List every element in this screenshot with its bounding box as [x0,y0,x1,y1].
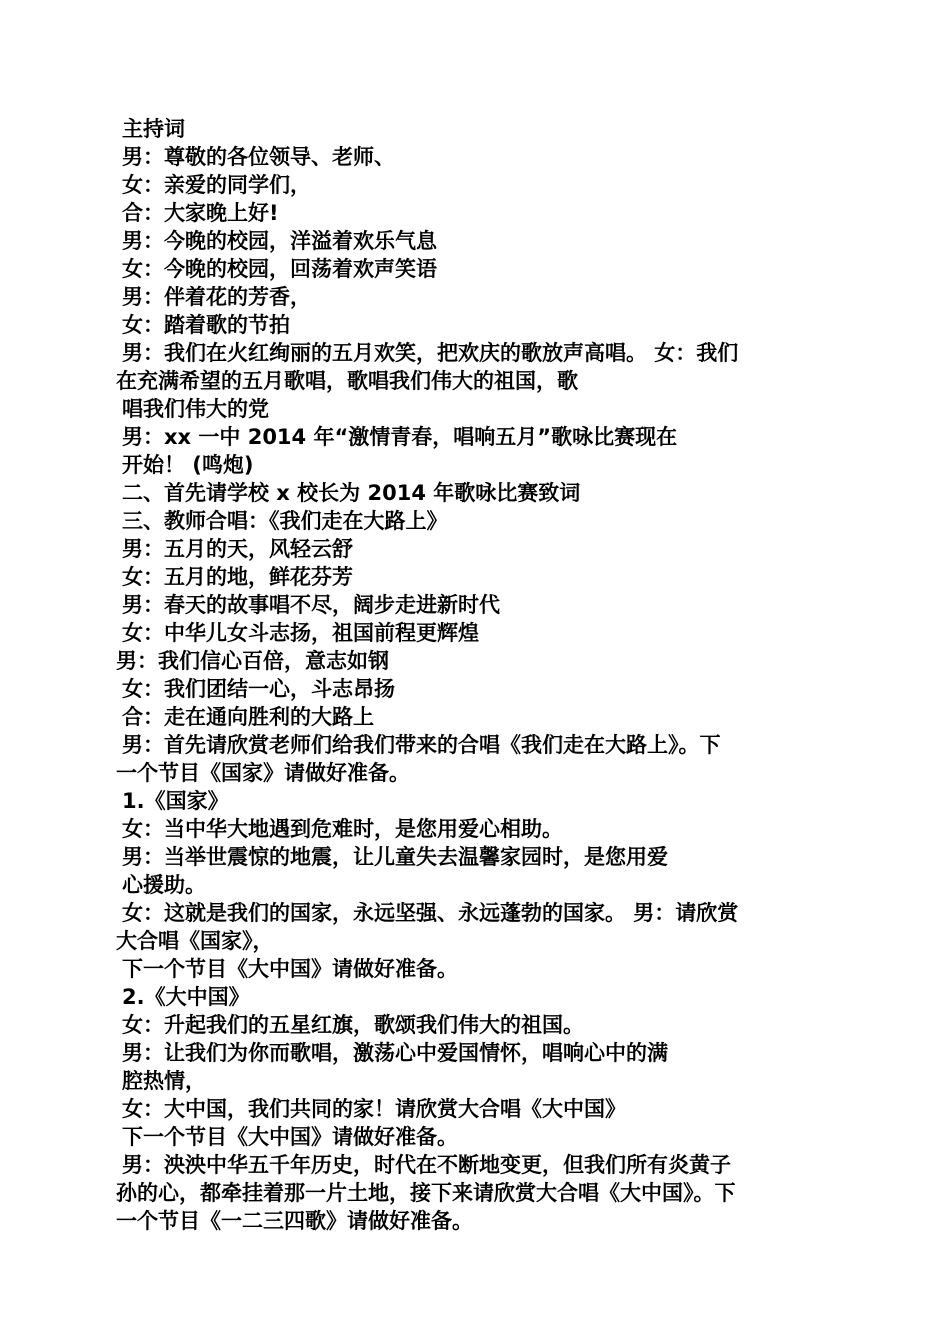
text-line: 大合唱《国家》， [116,929,274,953]
text-line: 男：xx 一中 2014 年“激情青春，唱响五月”歌咏比赛现在 [122,425,678,449]
text-line: 主持词 [122,117,185,141]
text-line: 男：我们在火红绚丽的五月欢笑，把欢庆的歌放声高唱。 女：我们 [122,341,739,365]
text-line: 心援助。 [122,873,206,897]
text-line: 女：踏着歌的节拍 [122,313,290,337]
text-line: 男：春天的故事唱不尽，阔步走进新时代 [122,593,500,617]
text-line: 男：今晚的校园，洋溢着欢乐气息 [122,229,437,253]
text-line: 合：走在通向胜利的大路上 [122,705,374,729]
text-line: 开始！ (鸣炮) [122,453,254,477]
text-line: 二、首先请学校 x 校长为 2014 年歌咏比赛致词 [122,481,581,505]
text-line: 孙的心，都牵挂着那一片土地，接下来请欣赏大合唱《大中国》。下 [116,1181,736,1205]
text-line: 男：泱泱中华五千年历史，时代在不断地变更，但我们所有炎黄子 [122,1153,731,1177]
text-line: 合：大家晚上好! [122,201,279,225]
text-line: 女：中华儿女斗志扬，祖国前程更辉煌 [122,621,479,645]
text-line: 女：升起我们的五星红旗，歌颂我们伟大的祖国。 [122,1013,584,1037]
text-line: 女：这就是我们的国家，永远坚强、永远蓬勃的国家。 男：请欣赏 [122,901,739,925]
text-line: 在充满希望的五月歌唱，歌唱我们伟大的祖国，歌 [116,369,578,393]
text-line: 女：五月的地，鲜花芬芳 [122,565,353,589]
text-line: 男：伴着花的芳香， [122,285,311,309]
text-line: 1.《国家》 [122,789,229,813]
text-line: 男：当举世震惊的地震，让儿童失去温馨家园时，是您用爱 [122,845,668,869]
text-line: 男：尊敬的各位领导、老师、 [122,145,395,169]
text-line: 一个节目《国家》请做好准备。 [116,761,410,785]
text-line: 下一个节目《大中国》请做好准备。 [122,957,458,981]
text-line: 腔热情， [122,1069,206,1093]
text-line: 一个节目《一二三四歌》请做好准备。 [116,1209,473,1233]
text-line: 下一个节目《大中国》请做好准备。 [122,1125,458,1149]
text-line: 男：首先请欣赏老师们给我们带来的合唱《我们走在大路上》。下 [122,733,721,757]
text-line: 三、教师合唱：《我们走在大路上》 [122,509,448,533]
text-line: 男：我们信心百倍，意志如钢 [116,649,389,673]
text-line: 男：让我们为你而歌唱，激荡心中爱国情怀，唱响心中的满 [122,1041,668,1065]
text-line: 女：今晚的校园，回荡着欢声笑语 [122,257,437,281]
text-line: 男：五月的天，风轻云舒 [122,537,353,561]
text-line: 女：亲爱的同学们， [122,173,311,197]
text-line: 2.《大中国》 [122,985,250,1009]
text-line: 女：当中华大地遇到危难时，是您用爱心相助。 [122,817,563,841]
text-line: 唱我们伟大的党 [122,397,269,421]
text-line: 女：我们团结一心，斗志昂扬 [122,677,395,701]
text-line: 女：大中国，我们共同的家！请欣赏大合唱《大中国》 [122,1097,626,1121]
